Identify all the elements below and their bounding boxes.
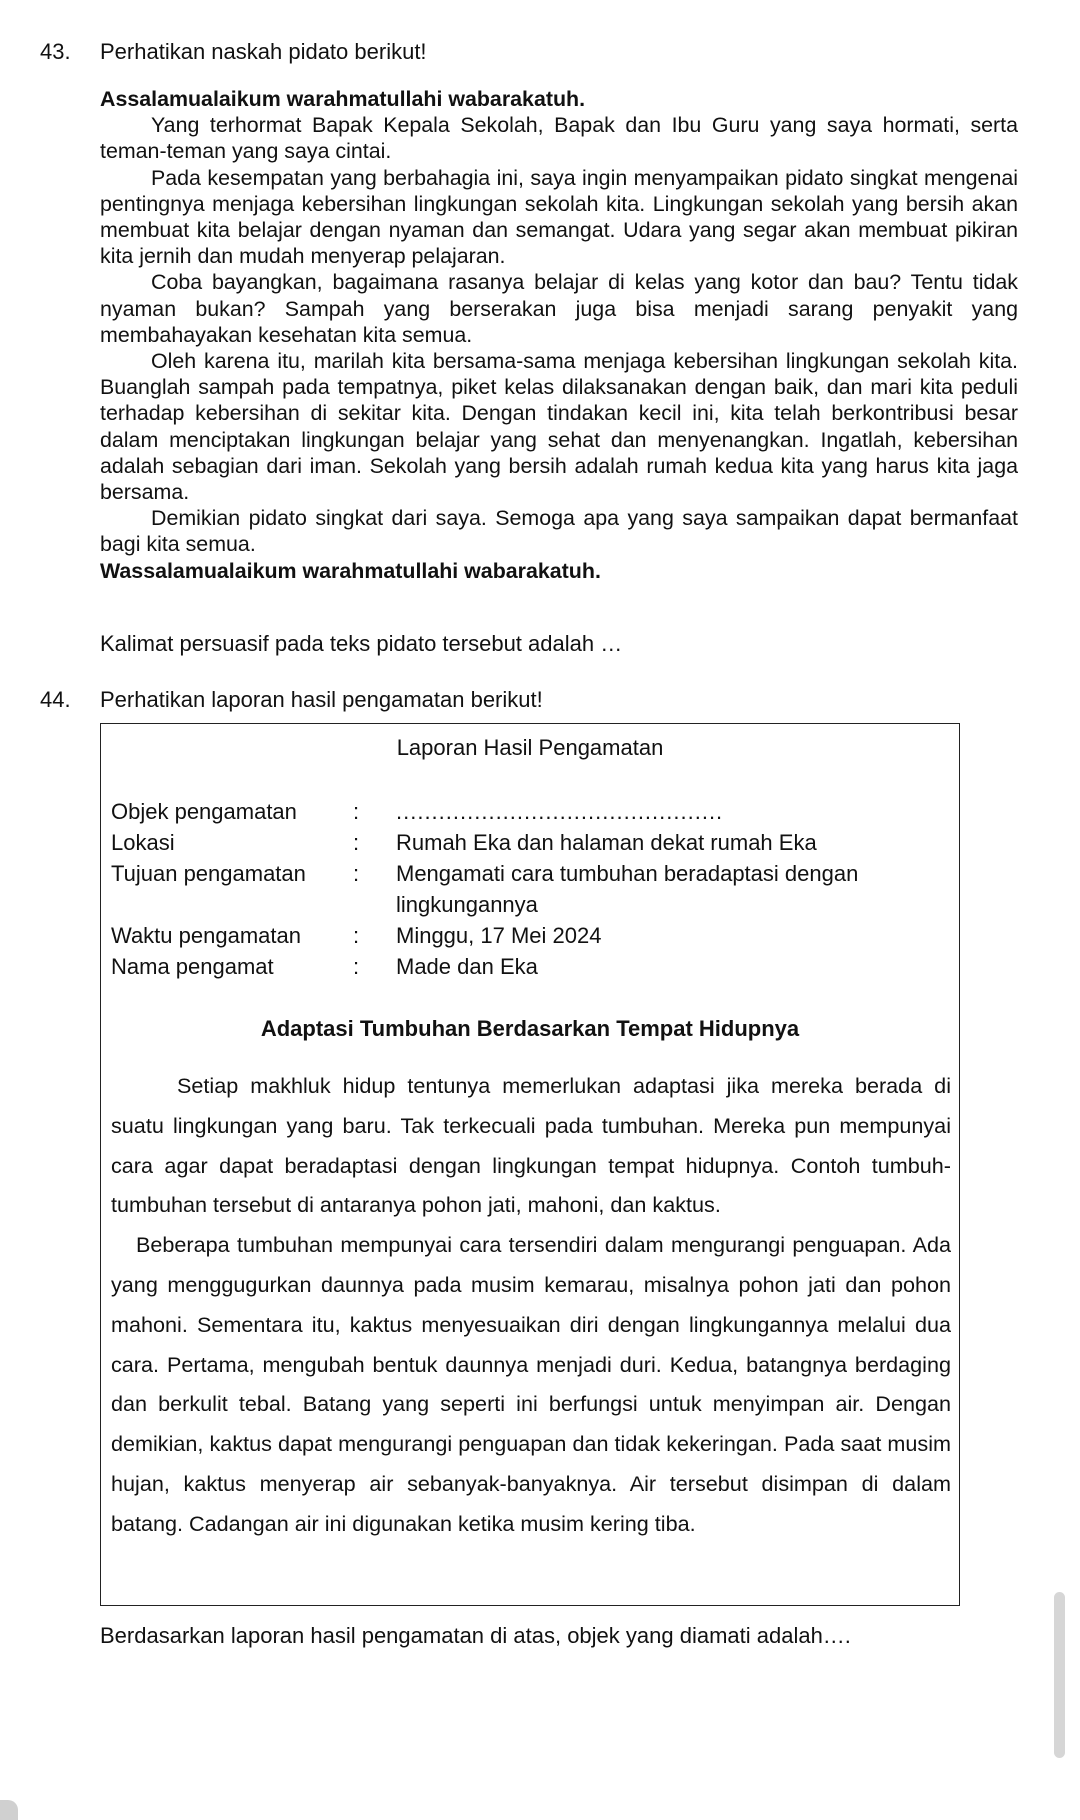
corner-scroll-handle <box>0 1800 18 1820</box>
meta-value: Made dan Eka <box>396 954 538 979</box>
article-paragraph: Beberapa tumbuhan mempunyai cara tersendiri dalam mengurangi penguapan. Ada yang menggugurkan daunnya pada musim kemarau, misalnya pohon jati dan pohon mahoni. Sementara itu, kaktus menyesuaikan diri dengan lingkungannya melalui dua cara. Pertama, mengubah bentuk daunnya menjadi duri. Kedua, batangnya berdaging dan berkulit tebal. Batang yang seperti ini berfungsi untuk menyimpan air. Dengan demikian, kaktus dapat mengurangi penguapan dan tidak kekeringan. Pada saat musim hujan, kaktus menyerap air sebanyak-banyaknya. Air tersebut disimpan di dalam batang. Cadangan air ini digunakan ketika musim kering tiba. <box>111 1232 951 1536</box>
article-body <box>111 1066 951 1544</box>
meta-label: Nama pengamat <box>111 954 274 979</box>
report-metadata <box>111 796 951 982</box>
meta-colon: : <box>353 923 360 948</box>
report-title: Laporan Hasil Pengamatan <box>396 735 664 760</box>
meta-label: Waktu pengamatan <box>111 923 301 948</box>
observation-report-box <box>100 723 960 1606</box>
meta-row-objek <box>111 796 951 827</box>
meta-value: Rumah Eka dan halaman dekat rumah Eka <box>396 830 817 855</box>
speech-opening: Assalamualaikum warahmatullahi wabarakatuh. <box>100 87 586 111</box>
speech-paragraph: Oleh karena itu, marilah kita bersama-sama menjaga kebersihan lingkungan sekolah kita. Buanglah sampah pada tempatnya, piket kelas dilaksanakan dengan baik, dan mari kita peduli terhadap kebersihan di sekitar kita. Dengan tindakan kecil ini, kita telah berkontribusi besar dalam menciptakan lingkungan belajar yang sehat dan menyenangkan. Ingatlah, kebersihan adalah sebagian dari iman. Sekolah yang bersih adalah rumah kedua kita yang harus kita jaga bersama. <box>100 349 1018 505</box>
meta-row-nama <box>111 951 951 982</box>
meta-colon: : <box>353 861 360 886</box>
article-paragraph: Setiap makhluk hidup tentunya memerlukan adaptasi jika mereka berada di suatu lingkungan yang baru. Tak terkecuali pada tumbuhan. Mereka pun mempunyai cara agar dapat beradaptasi dengan lingkungan tempat hidupnya. Contoh tumbuh-tumbuhan tersebut di antaranya pohon jati, mahoni, dan kaktus. <box>111 1073 951 1218</box>
meta-colon: : <box>353 954 360 979</box>
question-43-prompt: Kalimat persuasif pada teks pidato tersebut adalah … <box>100 631 623 656</box>
question-instruction: Perhatikan naskah pidato berikut! <box>100 39 427 64</box>
speech-closing: Wassalamualaikum warahmatullahi wabarakatuh. <box>100 558 601 583</box>
meta-value: Minggu, 17 Mei 2024 <box>396 923 602 948</box>
meta-label: Lokasi <box>111 830 175 855</box>
meta-label: Tujuan pengamatan <box>111 861 306 886</box>
speech-paragraph: Yang terhormat Bapak Kepala Sekolah, Bapak dan Ibu Guru yang saya hormati, serta teman-teman yang saya cintai. <box>100 113 1018 164</box>
meta-value: Mengamati cara tumbuhan beradaptasi dengan lingkungannya <box>396 861 859 917</box>
speech-paragraph: Coba bayangkan, bagaimana rasanya belajar di kelas yang kotor dan bau? Tentu tidak nyaman bukan? Sampah yang berserakan juga bisa menjadi sarang penyakit yang membahayakan kesehatan kita semua. <box>100 270 1018 347</box>
question-number: 44. <box>40 687 71 712</box>
meta-label: Objek pengamatan <box>111 799 297 824</box>
vertical-scrollbar[interactable] <box>1054 1592 1065 1758</box>
question-instruction: Perhatikan laporan hasil pengamatan berikut! <box>100 687 543 712</box>
question-number: 43. <box>40 39 71 64</box>
speech-paragraph: Pada kesempatan yang berbahagia ini, saya ingin menyampaikan pidato singkat mengenai pentingnya menjaga kebersihan lingkungan sekolah kita. Lingkungan sekolah yang bersih akan membuat kita belajar dengan nyaman dan semangat. Udara yang segar akan membuat pikiran kita jernih dan mudah menyerap pelajaran. <box>100 165 1018 269</box>
speech-text <box>100 86 1018 584</box>
meta-value-blank: .............................................. <box>396 799 724 824</box>
meta-row-waktu <box>111 920 951 951</box>
meta-row-lokasi <box>111 827 951 858</box>
article-title: Adaptasi Tumbuhan Berdasarkan Tempat Hidupnya <box>260 1016 800 1041</box>
meta-colon: : <box>353 799 360 824</box>
speech-paragraph: Demikian pidato singkat dari saya. Semoga apa yang saya sampaikan dapat bermanfaat bagi kita semua. <box>100 506 1018 557</box>
meta-colon: : <box>353 830 360 855</box>
question-44-prompt: Berdasarkan laporan hasil pengamatan di atas, objek yang diamati adalah…. <box>100 1623 851 1648</box>
meta-row-tujuan <box>111 858 951 920</box>
